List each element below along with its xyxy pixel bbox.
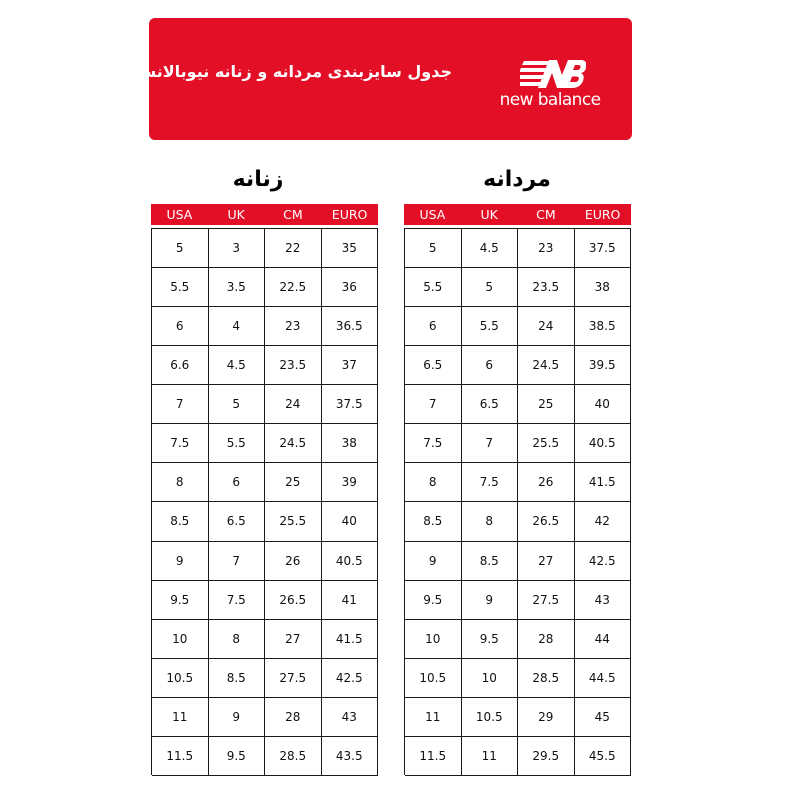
cell-cm: 26: [265, 542, 322, 581]
cell-cm: 22: [265, 229, 322, 268]
table-row: [152, 620, 378, 659]
cell-euro: 38: [322, 424, 379, 463]
table-row: [405, 581, 631, 620]
cell-uk: 10: [462, 659, 519, 698]
cell-uk: 3.5: [209, 268, 266, 307]
table-row: [152, 307, 378, 346]
table-row: [152, 737, 378, 776]
cell-usa: 6: [405, 307, 462, 346]
cell-cm: 24.5: [518, 346, 575, 385]
cell-uk: 6: [209, 463, 266, 502]
table-row: [152, 581, 378, 620]
banner-title: جدول سایزبندی مردانه و زنانه نیوبالانس: [134, 62, 452, 81]
cell-euro: 42.5: [322, 659, 379, 698]
cell-uk: 8: [462, 502, 519, 541]
cell-euro: 40: [322, 502, 379, 541]
table-row: [152, 346, 378, 385]
cell-euro: 44.5: [575, 659, 632, 698]
cell-euro: 45: [575, 698, 632, 737]
column-header-euro: EURO: [331, 207, 368, 222]
women-section-title: زنانه: [232, 167, 284, 192]
cell-euro: 45.5: [575, 737, 632, 776]
new-balance-nb-logo-icon: [520, 57, 586, 91]
cell-usa: 9.5: [152, 581, 209, 620]
cell-euro: 40.5: [575, 424, 632, 463]
table-row: [405, 346, 631, 385]
table-row: [152, 424, 378, 463]
cell-uk: 8.5: [462, 542, 519, 581]
cell-cm: 25: [265, 463, 322, 502]
cell-usa: 7.5: [152, 424, 209, 463]
column-header-usa: USA: [166, 207, 193, 222]
cell-uk: 6.5: [462, 385, 519, 424]
cell-usa: 8: [405, 463, 462, 502]
cell-usa: 6: [152, 307, 209, 346]
cell-uk: 5: [209, 385, 266, 424]
men-table-body: [404, 228, 631, 775]
cell-uk: 8.5: [209, 659, 266, 698]
table-row: [405, 268, 631, 307]
cell-euro: 43: [322, 698, 379, 737]
table-row: [405, 737, 631, 776]
cell-euro: 43.5: [322, 737, 379, 776]
cell-uk: 10.5: [462, 698, 519, 737]
cell-usa: 9: [152, 542, 209, 581]
cell-cm: 29.5: [518, 737, 575, 776]
cell-uk: 5: [462, 268, 519, 307]
column-header-cm: CM: [536, 207, 556, 222]
cell-cm: 22.5: [265, 268, 322, 307]
cell-usa: 11: [152, 698, 209, 737]
cell-euro: 36.5: [322, 307, 379, 346]
men-section-title: مردانه: [483, 167, 551, 192]
table-row: [405, 542, 631, 581]
cell-cm: 23: [518, 229, 575, 268]
table-row: [405, 659, 631, 698]
cell-cm: 24: [265, 385, 322, 424]
table-row: [405, 463, 631, 502]
cell-euro: 44: [575, 620, 632, 659]
women-table-body: [151, 228, 378, 775]
cell-euro: 43: [575, 581, 632, 620]
cell-cm: 23.5: [518, 268, 575, 307]
cell-uk: 9: [462, 581, 519, 620]
cell-usa: 11: [405, 698, 462, 737]
table-row: [152, 502, 378, 541]
cell-uk: 6.5: [209, 502, 266, 541]
cell-uk: 9: [209, 698, 266, 737]
cell-euro: 40: [575, 385, 632, 424]
cell-cm: 27.5: [518, 581, 575, 620]
women-size-table: [151, 204, 378, 775]
cell-euro: 37: [322, 346, 379, 385]
cell-usa: 5: [405, 229, 462, 268]
cell-usa: 5: [152, 229, 209, 268]
cell-uk: 4.5: [209, 346, 266, 385]
cell-cm: 26.5: [265, 581, 322, 620]
cell-usa: 7: [152, 385, 209, 424]
cell-cm: 26.5: [518, 502, 575, 541]
table-row: [405, 229, 631, 268]
cell-usa: 6.5: [405, 346, 462, 385]
cell-cm: 29: [518, 698, 575, 737]
cell-euro: 39: [322, 463, 379, 502]
cell-usa: 8: [152, 463, 209, 502]
men-table-header: [404, 204, 631, 225]
cell-usa: 9.5: [405, 581, 462, 620]
cell-usa: 10.5: [152, 659, 209, 698]
cell-cm: 23.5: [265, 346, 322, 385]
cell-uk: 5.5: [209, 424, 266, 463]
cell-euro: 42.5: [575, 542, 632, 581]
cell-cm: 23: [265, 307, 322, 346]
cell-uk: 7.5: [209, 581, 266, 620]
cell-euro: 38.5: [575, 307, 632, 346]
cell-euro: 36: [322, 268, 379, 307]
column-header-cm: CM: [283, 207, 303, 222]
cell-uk: 4.5: [462, 229, 519, 268]
cell-cm: 27.5: [265, 659, 322, 698]
cell-euro: 41: [322, 581, 379, 620]
cell-euro: 38: [575, 268, 632, 307]
cell-euro: 41.5: [322, 620, 379, 659]
cell-uk: 6: [462, 346, 519, 385]
table-row: [405, 385, 631, 424]
cell-usa: 5.5: [152, 268, 209, 307]
women-table-header: [151, 204, 378, 225]
table-row: [152, 659, 378, 698]
column-header-uk: UK: [227, 207, 245, 222]
cell-euro: 42: [575, 502, 632, 541]
cell-usa: 6.6: [152, 346, 209, 385]
table-row: [405, 620, 631, 659]
cell-euro: 41.5: [575, 463, 632, 502]
cell-cm: 28: [265, 698, 322, 737]
table-row: [405, 307, 631, 346]
cell-euro: 37.5: [322, 385, 379, 424]
cell-usa: 11.5: [152, 737, 209, 776]
cell-usa: 10.5: [405, 659, 462, 698]
cell-cm: 28.5: [265, 737, 322, 776]
cell-uk: 4: [209, 307, 266, 346]
cell-uk: 7: [209, 542, 266, 581]
brand-name: new balance: [499, 90, 601, 110]
cell-uk: 9.5: [462, 620, 519, 659]
cell-usa: 10: [152, 620, 209, 659]
cell-cm: 24: [518, 307, 575, 346]
table-row: [152, 385, 378, 424]
men-size-table: [404, 204, 631, 775]
cell-cm: 26: [518, 463, 575, 502]
cell-uk: 9.5: [209, 737, 266, 776]
cell-euro: 39.5: [575, 346, 632, 385]
cell-cm: 27: [518, 542, 575, 581]
table-row: [152, 463, 378, 502]
cell-usa: 7.5: [405, 424, 462, 463]
cell-cm: 25: [518, 385, 575, 424]
cell-usa: 9: [405, 542, 462, 581]
cell-uk: 7: [462, 424, 519, 463]
cell-uk: 7.5: [462, 463, 519, 502]
cell-euro: 37.5: [575, 229, 632, 268]
cell-cm: 25.5: [265, 502, 322, 541]
cell-euro: 40.5: [322, 542, 379, 581]
table-row: [405, 424, 631, 463]
cell-cm: 24.5: [265, 424, 322, 463]
cell-uk: 11: [462, 737, 519, 776]
cell-uk: 3: [209, 229, 266, 268]
column-header-euro: EURO: [584, 207, 621, 222]
table-row: [405, 502, 631, 541]
cell-cm: 28: [518, 620, 575, 659]
cell-cm: 27: [265, 620, 322, 659]
cell-usa: 10: [405, 620, 462, 659]
cell-cm: 28.5: [518, 659, 575, 698]
cell-uk: 5.5: [462, 307, 519, 346]
column-header-uk: UK: [480, 207, 498, 222]
cell-cm: 25.5: [518, 424, 575, 463]
cell-usa: 8.5: [152, 502, 209, 541]
cell-usa: 8.5: [405, 502, 462, 541]
table-row: [152, 698, 378, 737]
table-row: [152, 268, 378, 307]
table-row: [405, 698, 631, 737]
column-header-usa: USA: [419, 207, 446, 222]
table-row: [152, 229, 378, 268]
cell-usa: 7: [405, 385, 462, 424]
cell-usa: 11.5: [405, 737, 462, 776]
table-row: [152, 542, 378, 581]
cell-usa: 5.5: [405, 268, 462, 307]
cell-uk: 8: [209, 620, 266, 659]
cell-euro: 35: [322, 229, 379, 268]
